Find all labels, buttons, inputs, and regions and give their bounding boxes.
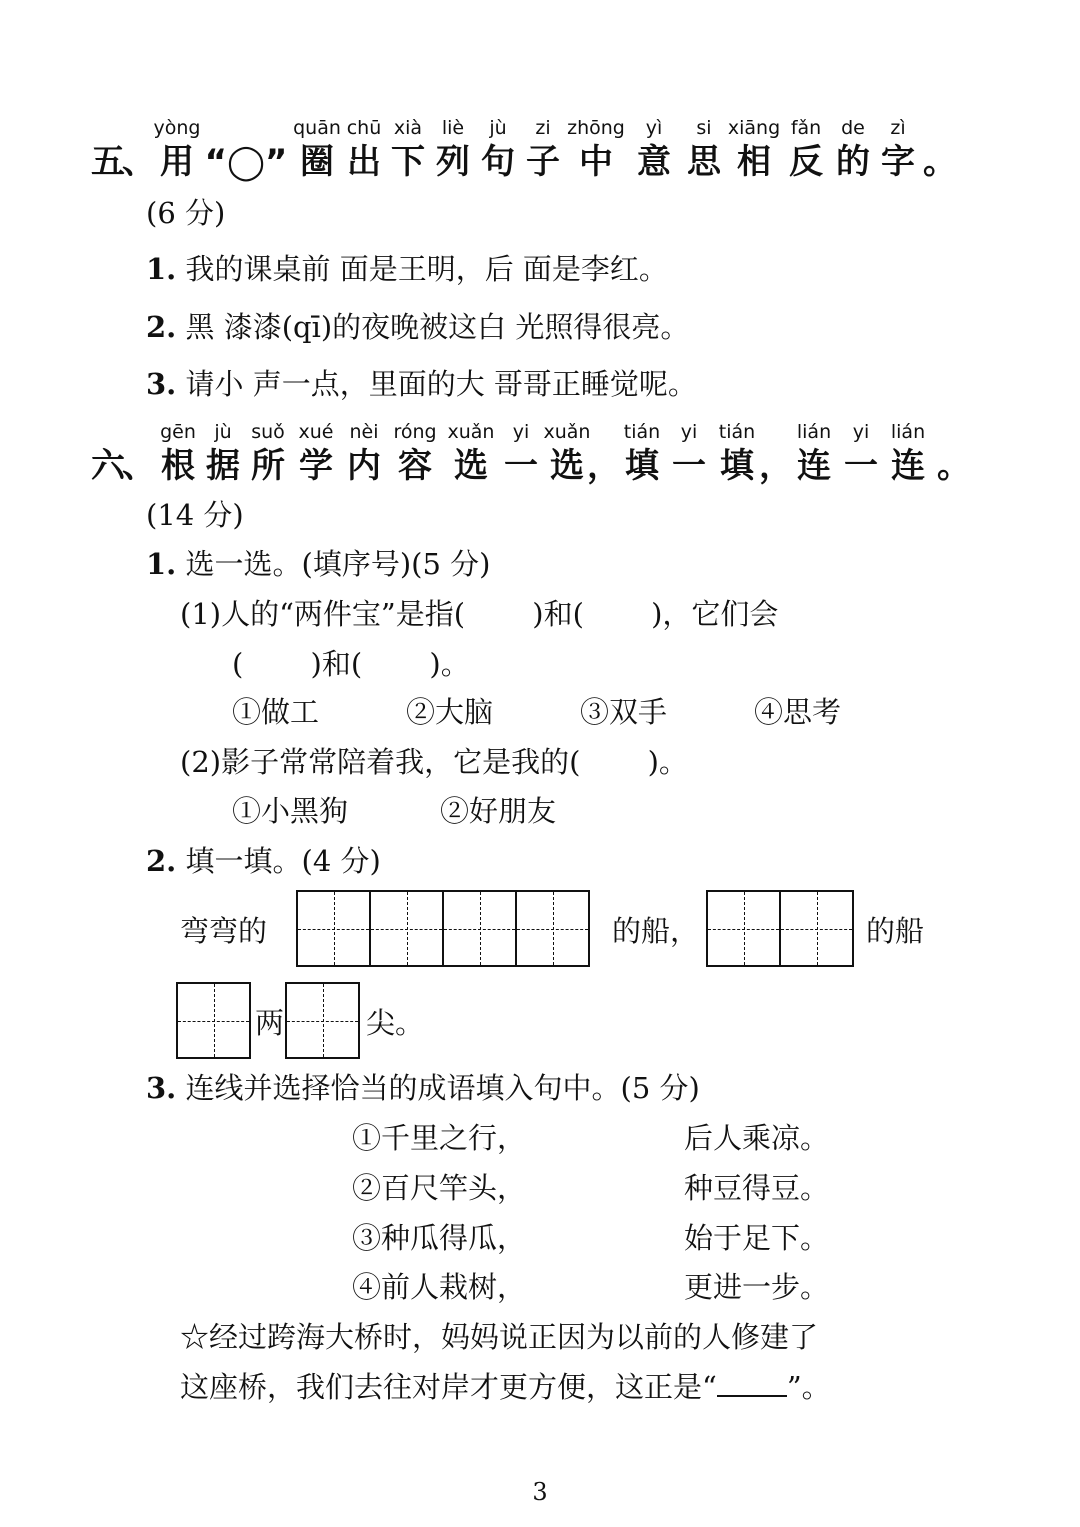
tianzige-cell[interactable] (176, 982, 251, 1059)
s6-q2-num: 2. (146, 844, 177, 878)
s5-item-1-num: 1. (146, 252, 177, 286)
s6-q3-title-text: 连线并选择恰当的成语填入句中。(5 分) (185, 1071, 700, 1105)
s6-q3-answer-blank[interactable] (717, 1369, 787, 1397)
s6-q1-p2-opt2: ②好朋友 (440, 794, 557, 828)
heading-syllable (616, 420, 668, 488)
pinyin: quān (293, 117, 341, 139)
s5-item-1-text: 我的课桌前 面是王明，后 面是李红。 (185, 252, 668, 286)
tianzige-cell[interactable] (296, 890, 371, 967)
pinyin: zi (535, 117, 551, 139)
heading-syllable (92, 420, 124, 488)
s6-q2-suffix: 的船 (866, 914, 925, 948)
s6-q3-star-line2-a: 这座桥，我们去往对岸才更方便，这正是“ (180, 1370, 717, 1404)
heading-syllable (566, 116, 626, 184)
hanzi: 出 (347, 142, 381, 182)
s5-item-3 (146, 365, 697, 403)
pinyin: nèi (349, 421, 379, 443)
pinyin: fǎn (790, 117, 822, 139)
hanzi: 五 (91, 142, 125, 182)
pinyin: tián (718, 421, 756, 443)
s6-q2-grid-2[interactable] (706, 890, 852, 967)
s6-q1-title-text: 选一选。(填序号)(5 分) (185, 547, 491, 581)
page-number: 3 (532, 1478, 548, 1506)
s6-q3-right-2[interactable]: 种豆得豆。 (684, 1171, 830, 1205)
s6-q3-left-3[interactable]: ③种瓜得瓜， (352, 1221, 527, 1255)
heading-syllable (830, 116, 876, 184)
hanzi: 意 (637, 142, 671, 182)
tianzige-cell[interactable] (285, 982, 360, 1059)
pinyin: lián (796, 421, 832, 443)
heading-syllable (154, 116, 200, 184)
hanzi: 下 (391, 142, 425, 182)
heading-syllable (200, 116, 292, 184)
heading-syllable (386, 116, 430, 184)
hanzi: 据 (206, 446, 240, 486)
pinyin: yòng (153, 117, 201, 139)
section6-heading (92, 420, 974, 488)
s6-q1-p1-line1: (1)人的“两件宝”是指( )和( )，它们会 (180, 597, 779, 631)
s6-q1-p1-opt4: ④思考 (754, 695, 842, 729)
s6-q1-p2-line: (2)影子常常陪着我，它是我的( )。 (180, 745, 688, 779)
pinyin: róng (393, 421, 437, 443)
pinyin: chū (346, 117, 382, 139)
s6-q2-grid-1[interactable] (296, 890, 588, 967)
pinyin: zì (890, 117, 906, 139)
pinyin: jù (214, 421, 232, 443)
hanzi: 一 (844, 446, 878, 486)
s6-q3-left-4[interactable]: ④前人栽树， (352, 1270, 527, 1304)
heading-syllable (668, 420, 710, 488)
pinyin: xià (393, 117, 423, 139)
s6-q3-title (146, 1069, 700, 1107)
hanzi: 六 (91, 446, 125, 486)
hanzi: 列 (436, 142, 470, 182)
tianzige-cell[interactable] (779, 890, 854, 967)
hanzi: 连 (891, 446, 925, 486)
pinyin: gēn (160, 421, 196, 443)
hanzi: 的 (836, 142, 870, 182)
tianzige-cell[interactable] (706, 890, 781, 967)
s6-q2-grid-3[interactable] (176, 982, 249, 1059)
s6-q1-p2-opt1: ①小黑狗 (232, 794, 349, 828)
pinyin: xuǎn (447, 421, 495, 443)
s6-q1-num: 1. (146, 547, 177, 581)
hanzi: “◯” (204, 142, 288, 182)
heading-syllable (442, 420, 500, 488)
heading-syllable (626, 116, 682, 184)
hanzi: 容 (398, 446, 432, 486)
heading-syllable (782, 116, 830, 184)
pinyin: yi (852, 421, 870, 443)
hanzi: ， (587, 446, 621, 486)
heading-syllable (124, 420, 154, 488)
hanzi: 内 (347, 446, 381, 486)
pinyin: zhōng (567, 117, 625, 139)
s5-item-3-text: 请小 声一点，里面的大 哥哥正睡觉呢。 (185, 367, 697, 401)
heading-syllable (244, 420, 292, 488)
hanzi: 连 (797, 446, 831, 486)
s6-q3-num: 3. (146, 1071, 177, 1105)
heading-syllable (520, 116, 566, 184)
hanzi: 所 (251, 446, 285, 486)
s5-item-2 (146, 308, 689, 346)
hanzi: 反 (789, 142, 823, 182)
s6-q1-p1-opt3: ③双手 (580, 695, 668, 729)
s6-q2-prefix: 弯弯的 (180, 914, 268, 948)
hanzi: 选 (454, 446, 488, 486)
hanzi: 填 (720, 446, 754, 486)
heading-syllable (682, 116, 726, 184)
heading-syllable (124, 116, 154, 184)
hanzi: 、 (122, 142, 156, 182)
hanzi: 圈 (300, 142, 334, 182)
s6-q1-title (146, 545, 490, 583)
hanzi: 字 (881, 142, 915, 182)
s6-q2-title-text: 填一填。(4 分) (185, 844, 381, 878)
s6-q3-right-1[interactable]: 后人乘凉。 (684, 1121, 830, 1155)
heading-syllable (292, 420, 340, 488)
pinyin: lián (890, 421, 926, 443)
heading-syllable (92, 116, 124, 184)
hanzi: 一 (504, 446, 538, 486)
s5-item-2-text: 黑 漆漆(qī)的夜晚被这白 光照得很亮。 (185, 310, 690, 344)
hanzi: 选 (550, 446, 584, 486)
heading-syllable (500, 420, 542, 488)
heading-syllable (840, 420, 882, 488)
s5-item-2-num: 2. (146, 310, 177, 344)
pinyin: yi (680, 421, 698, 443)
hanzi: 句 (481, 142, 515, 182)
hanzi: 。 (923, 142, 957, 182)
pinyin: jù (489, 117, 507, 139)
tianzige-cell[interactable] (515, 890, 590, 967)
hanzi: ， (759, 446, 793, 486)
hanzi: 、 (122, 446, 156, 486)
hanzi: 根 (161, 446, 195, 486)
heading-syllable (882, 420, 934, 488)
tianzige-cell[interactable] (442, 890, 517, 967)
s6-q1-p1-line2: ( )和( )。 (232, 647, 470, 681)
s5-item-3-num: 3. (146, 367, 177, 401)
heading-syllable (934, 420, 974, 488)
hanzi: 学 (299, 446, 333, 486)
heading-syllable (202, 420, 244, 488)
pinyin: yi (512, 421, 530, 443)
pinyin: liè (441, 117, 465, 139)
hanzi: 思 (687, 142, 721, 182)
heading-syllable (292, 116, 342, 184)
tianzige-cell[interactable] (369, 890, 444, 967)
s6-q2-row2-mid: 两 (255, 1006, 285, 1040)
section6-score: (14 分) (146, 498, 244, 532)
hanzi: 子 (526, 142, 560, 182)
heading-syllable (876, 116, 920, 184)
s6-q1-p1-opt2: ②大脑 (406, 695, 494, 729)
heading-syllable (587, 420, 621, 488)
heading-syllable (476, 116, 520, 184)
s6-q3-left-1[interactable]: ①千里之行， (352, 1121, 527, 1155)
pinyin: de (841, 117, 865, 139)
pinyin: si (696, 117, 712, 139)
heading-syllable (154, 420, 202, 488)
s6-q3-star-line1: ☆经过跨海大桥时，妈妈说正因为以前的人修建了 (180, 1320, 819, 1354)
hanzi: 相 (737, 142, 771, 182)
heading-syllable (388, 420, 442, 488)
s6-q3-right-4[interactable]: 更进一步。 (684, 1270, 830, 1304)
hanzi: 填 (625, 446, 659, 486)
section5-heading (92, 116, 960, 184)
hanzi: 。 (937, 446, 971, 486)
s6-q3-star-line2-b: ”。 (786, 1370, 831, 1404)
s6-q1-p1-opt1: ①做工 (232, 695, 320, 729)
heading-syllable (788, 420, 840, 488)
pinyin: suǒ (251, 421, 285, 443)
heading-syllable (759, 420, 793, 488)
s6-q3-left-2[interactable]: ②百尺竿头， (352, 1171, 527, 1205)
pinyin: xué (298, 421, 334, 443)
heading-syllable (342, 116, 386, 184)
heading-syllable (726, 116, 782, 184)
pinyin: xiāng (727, 117, 781, 139)
s6-q2-mid: 的船， (612, 914, 700, 948)
section5-score: (6 分) (146, 196, 226, 230)
pinyin: tián (623, 421, 661, 443)
hanzi: 一 (672, 446, 706, 486)
pinyin: xuǎn (543, 421, 591, 443)
s6-q3-right-3[interactable]: 始于足下。 (684, 1221, 830, 1255)
heading-syllable (710, 420, 764, 488)
pinyin: yì (645, 117, 663, 139)
s6-q3-star-line2 (180, 1368, 831, 1406)
hanzi: 用 (160, 142, 194, 182)
hanzi: 中 (579, 142, 613, 182)
s5-item-1 (146, 250, 668, 288)
s6-q2-row2-end: 尖。 (366, 1006, 425, 1040)
heading-syllable (430, 116, 476, 184)
s6-q2-title (146, 842, 381, 880)
heading-syllable (542, 420, 592, 488)
heading-syllable (340, 420, 388, 488)
s6-q2-grid-4[interactable] (285, 982, 358, 1059)
heading-syllable (920, 116, 960, 184)
